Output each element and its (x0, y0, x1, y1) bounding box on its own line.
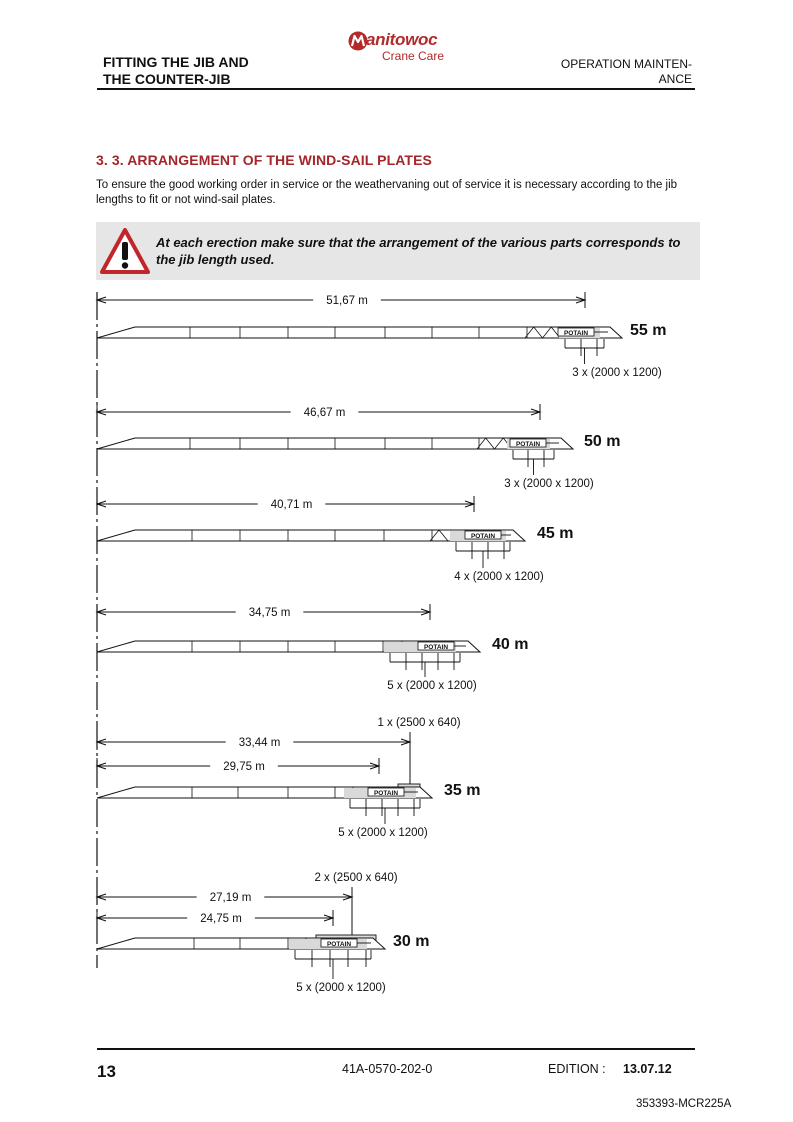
logo-wordmark: anitowoc (366, 30, 438, 49)
config-2-brand-tag-label: POTAIN (515, 441, 541, 448)
config-6-brand-tag-label: POTAIN (326, 941, 352, 948)
config-1-jib-length: 55 m (630, 322, 667, 339)
config-5-brand-tag-label: POTAIN (373, 790, 399, 797)
config-1-dimension-1-label: 51,67 m (326, 295, 368, 307)
config-6-jib-length: 30 m (393, 933, 430, 950)
page-number: 13 (97, 1062, 116, 1081)
config-3-brand-tag-label: POTAIN (470, 533, 496, 540)
intro-paragraph: To ensure the good working order in service or the weathervaning out of service it is necessary according to the jib lengths to fit or not wind-sail plates. (96, 179, 678, 206)
edition-label: EDITION : (548, 1062, 606, 1076)
config-1-brand-tag-label: POTAIN (563, 330, 589, 337)
config-4-brand-tag-label: POTAIN (423, 644, 449, 651)
config-6-dimension-2-label: 24,75 m (200, 913, 242, 925)
section-title: 3. 3. ARRANGEMENT OF THE WIND-SAIL PLATES (96, 152, 432, 168)
edition-value: 13.07.12 (623, 1062, 672, 1076)
logo-subtitle: Crane Care (382, 49, 445, 63)
header-section-line2: ANCE (658, 72, 692, 86)
config-3-jib-length: 45 m (537, 525, 574, 542)
config-5-top-plates-label: 1 x (2500 x 640) (377, 717, 461, 729)
config-3-plates-label: 4 x (2000 x 1200) (454, 571, 544, 583)
header-section-line1: OPERATION MAINTEN- (560, 57, 692, 71)
config-5-jib-length: 35 m (444, 782, 481, 799)
document-code: 353393-MCR225A (636, 1098, 732, 1110)
config-4-plates-label: 5 x (2000 x 1200) (387, 680, 477, 692)
config-5-dimension-2-label: 29,75 m (223, 761, 265, 773)
document-reference: 41A-0570-202-0 (342, 1062, 433, 1076)
footer-divider (97, 1048, 695, 1050)
config-3-dimension-1-label: 40,71 m (270, 499, 313, 511)
config-2-jib-length: 50 m (584, 433, 621, 450)
config-4-jib-length: 40 m (492, 636, 529, 653)
config-5-dimension-1-label: 33,44 m (238, 737, 281, 749)
config-6-top-plates-label: 2 x (2500 x 640) (314, 872, 398, 884)
config-6-plates-label: 5 x (2000 x 1200) (296, 982, 386, 994)
config-4-dimension-1-label: 34,75 m (248, 607, 291, 619)
config-6-dimension-1-label: 27,19 m (209, 892, 252, 904)
config-2-plates-label: 3 x (2000 x 1200) (504, 478, 594, 490)
config-1-plates-label: 3 x (2000 x 1200) (572, 367, 662, 379)
config-2-dimension-1-label: 46,67 m (303, 407, 346, 419)
header-title-line2: THE COUNTER-JIB (103, 71, 231, 87)
warning-text: At each erection make sure that the arrangement of the various parts corresponds to the jib length used. (156, 235, 681, 267)
config-1-jib-outline (97, 327, 622, 338)
config-5-plates-label: 5 x (2000 x 1200) (338, 827, 428, 839)
header-title-line1: FITTING THE JIB AND (103, 54, 249, 70)
